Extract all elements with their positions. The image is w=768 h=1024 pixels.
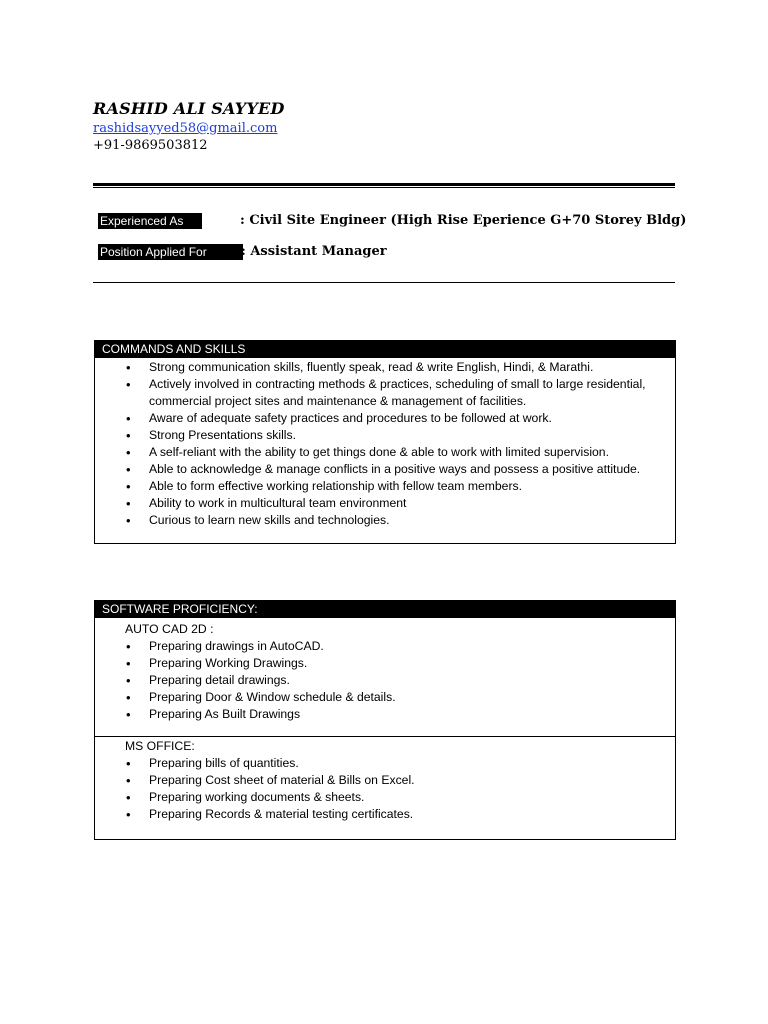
experienced-as-value: : Civil Site Engineer (High Rise Eperience G+70 Storey Bldg) — [240, 213, 687, 228]
skills-list — [95, 359, 675, 529]
software-section-title: SOFTWARE PROFICIENCY: — [95, 601, 675, 618]
msoffice-title: MS OFFICE: — [125, 739, 195, 753]
skills-section — [94, 340, 676, 544]
skill-item: • Aware of adequate safety practices and procedures to be followed at work. — [95, 410, 675, 427]
skill-item: • Ability to work in multicultural team environment — [95, 495, 675, 512]
email-link[interactable]: rashidsayyed58@gmail.com — [93, 121, 278, 136]
skill-item: • Able to form effective working relationship with fellow team members. — [95, 478, 675, 495]
skills-section-title: COMMANDS AND SKILLS — [95, 341, 675, 358]
skill-item: • Strong communication skills, fluently speak, read & write English, Hindi, & Marathi. — [95, 359, 675, 376]
header-rule-thin — [93, 187, 675, 188]
skill-item: • Actively involved in contracting methods & practices, scheduling of small to large residential, commercial project sites and maintenance & management of facilities. — [95, 376, 675, 410]
msoffice-item: • Preparing Records & material testing certificates. — [95, 806, 675, 823]
header-rule-thick — [93, 183, 675, 186]
skill-item: • A self-reliant with the ability to get things done & able to work with limited supervision. — [95, 444, 675, 461]
msoffice-list — [95, 755, 675, 823]
autocad-item: • Preparing detail drawings. — [95, 672, 675, 689]
skill-item: • Able to acknowledge & manage conflicts in a positive ways and possess a positive attitude. — [95, 461, 675, 478]
software-section — [94, 600, 676, 840]
msoffice-block — [95, 737, 675, 823]
phone-number: +91-9869503812 — [93, 138, 208, 153]
position-applied-value: : Assistant Manager — [241, 244, 387, 259]
skill-item: • Strong Presentations skills. — [95, 427, 675, 444]
msoffice-item: • Preparing working documents & sheets. — [95, 789, 675, 806]
candidate-name: RASHID ALI SAYYED — [93, 99, 285, 118]
msoffice-item: • Preparing Cost sheet of material & Bills on Excel. — [95, 772, 675, 789]
autocad-item: • Preparing drawings in AutoCAD. — [95, 638, 675, 655]
autocad-item: • Preparing Working Drawings. — [95, 655, 675, 672]
autocad-block — [95, 618, 675, 736]
autocad-item: • Preparing As Built Drawings — [95, 706, 675, 723]
experienced-as-label: Experienced As — [98, 213, 202, 229]
position-applied-label: Position Applied For — [98, 244, 243, 260]
autocad-list — [95, 638, 675, 723]
fields-rule — [93, 282, 675, 283]
msoffice-item: • Preparing bills of quantities. — [95, 755, 675, 772]
skill-item: • Curious to learn new skills and technologies. — [95, 512, 675, 529]
autocad-title: AUTO CAD 2D : — [125, 622, 214, 636]
autocad-item: • Preparing Door & Window schedule & details. — [95, 689, 675, 706]
